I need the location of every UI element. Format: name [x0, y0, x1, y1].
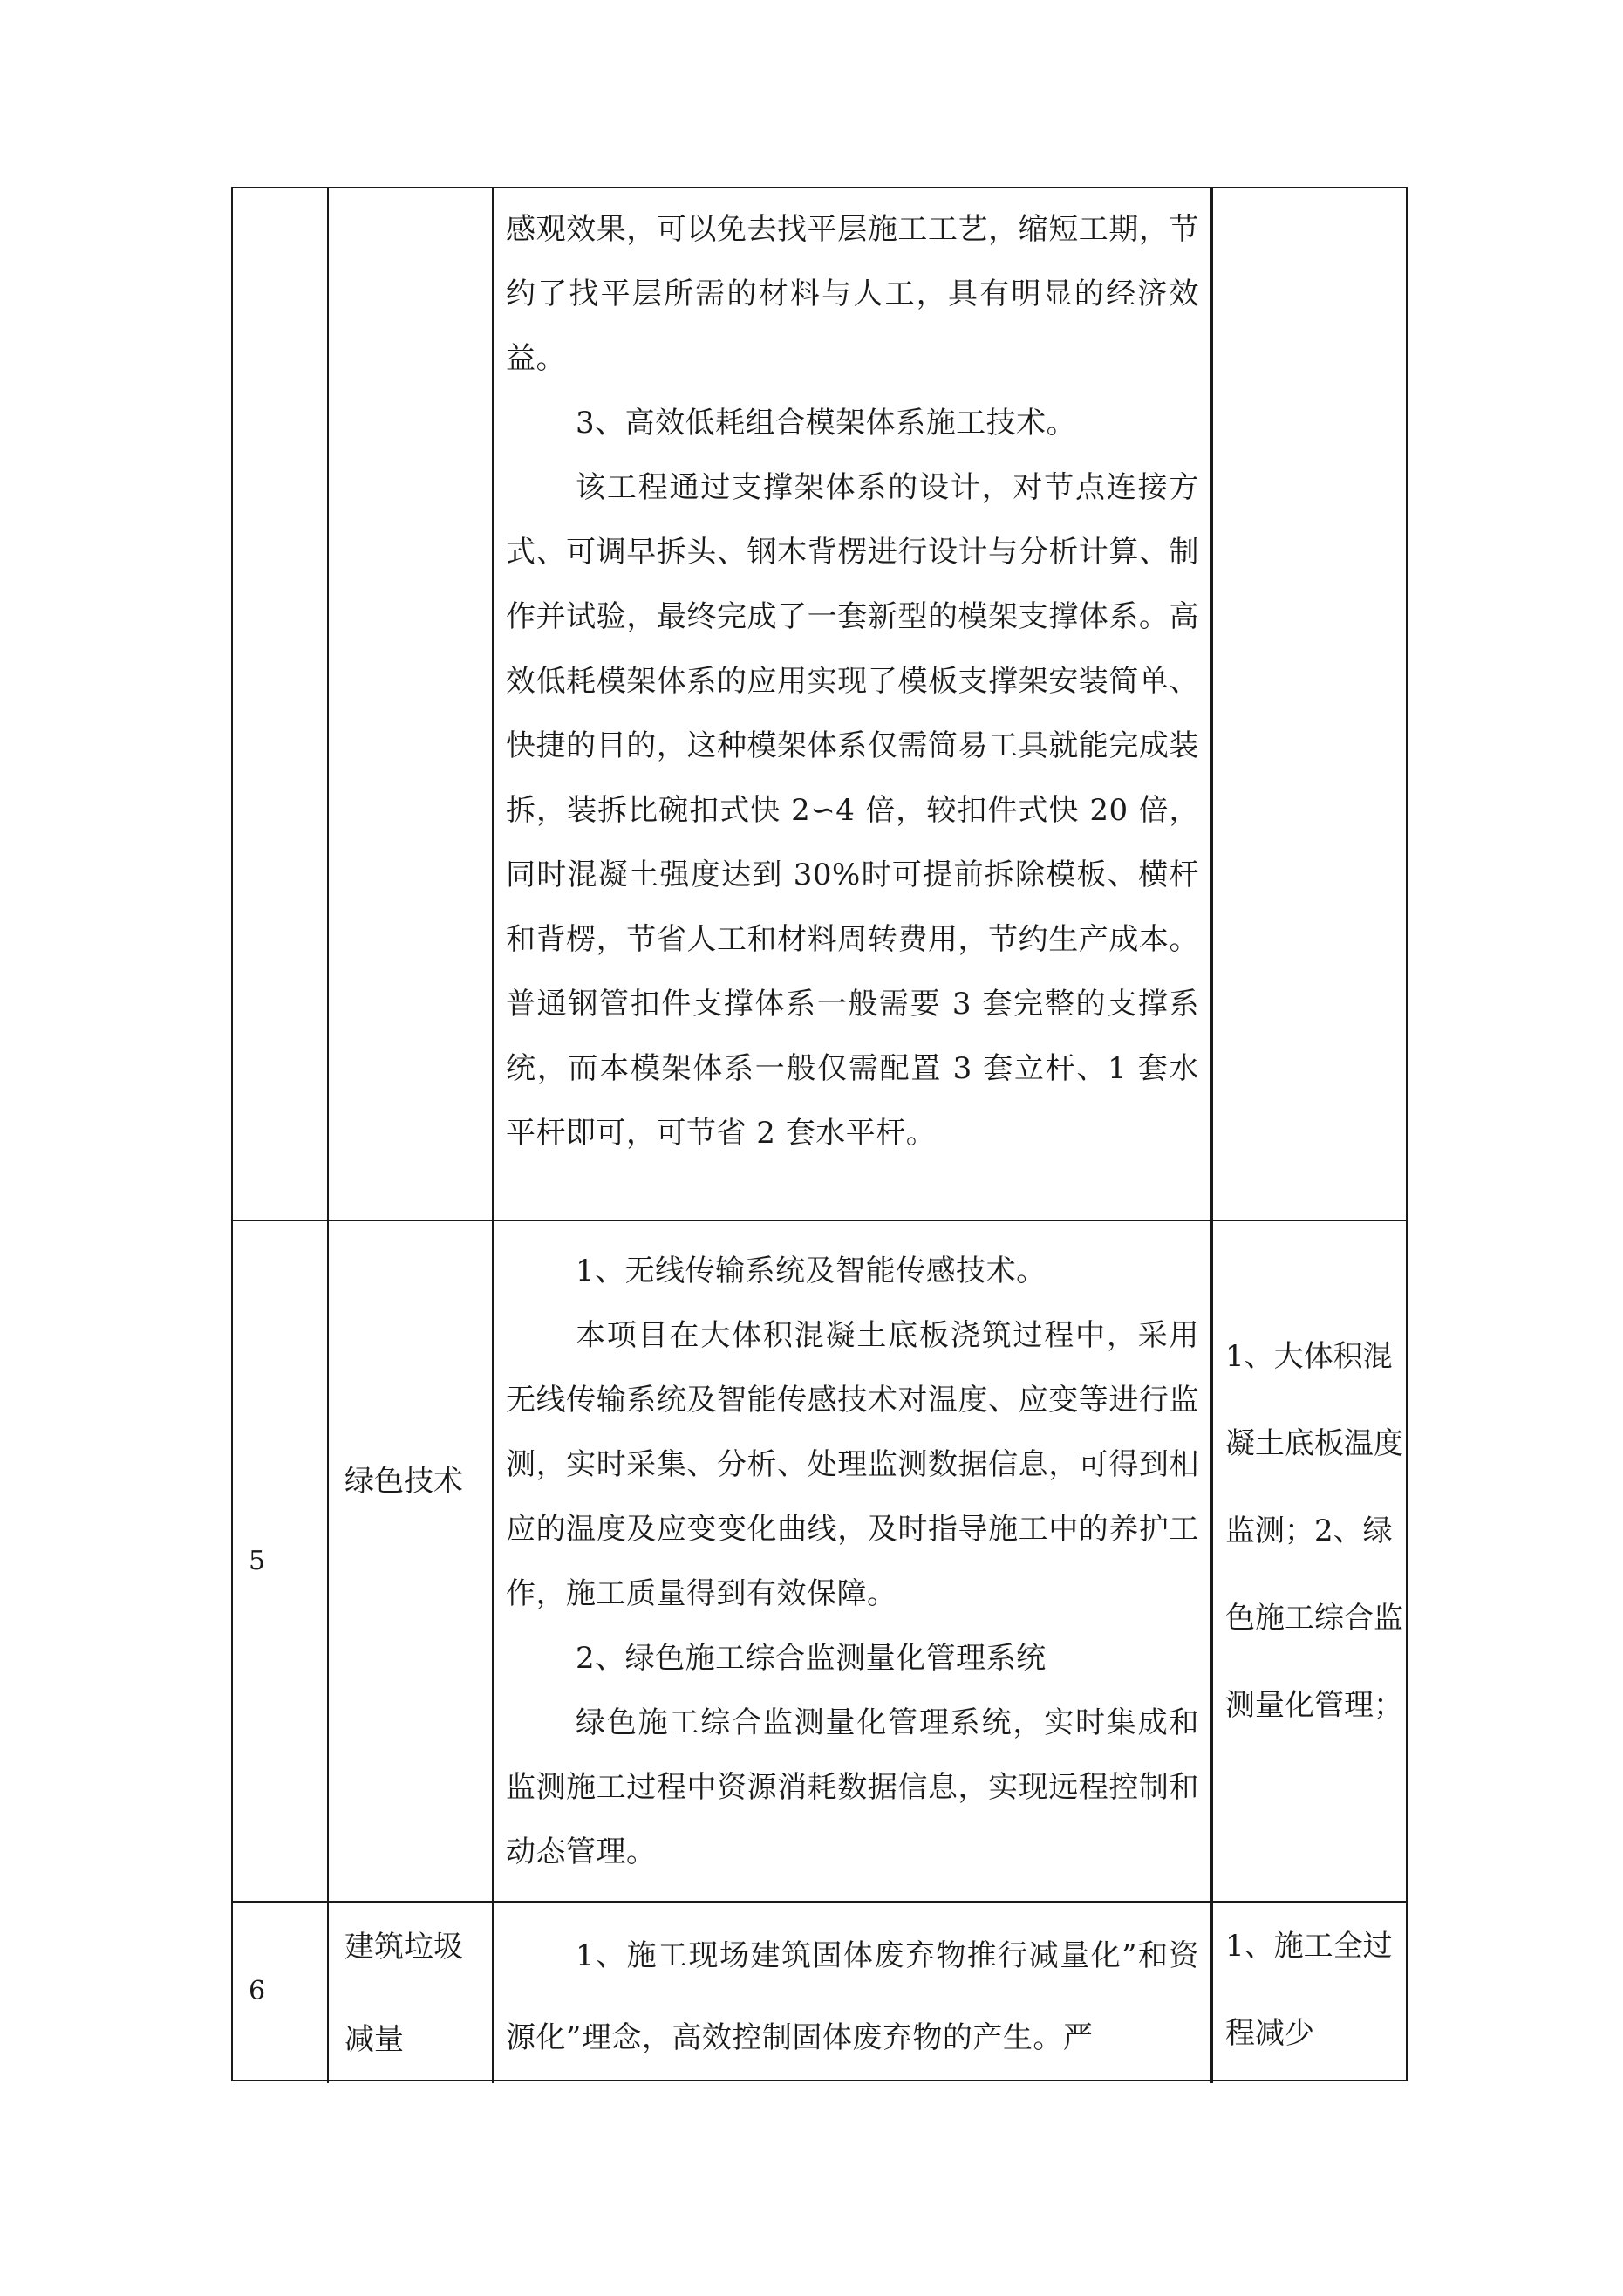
category-label: 绿色技术 — [344, 1464, 463, 1499]
content-paragraph: 1、无线传输系统及智能传感技术。 — [576, 1254, 1047, 1288]
table-row — [233, 188, 1406, 1221]
category-cell — [329, 188, 494, 1220]
content-paragraph: 1、施工现场建筑固体废弃物推行减量化”和资源化”理念，高效控制固体废弃物的产生。严 — [506, 1938, 1199, 2055]
table-row — [233, 1221, 1406, 1903]
number-cell — [233, 1221, 329, 1901]
content-paragraph: 2、绿色施工综合监测量化管理系统 — [576, 1641, 1047, 1676]
table-row — [233, 1903, 1406, 2083]
category-cell — [329, 1221, 494, 1901]
content-paragraph: 感观效果，可以免去找平层施工工艺，缩短工期，节约了找平层所需的材料与人工，具有明显的经济效益。 — [506, 212, 1199, 376]
number-cell — [233, 188, 329, 1220]
content-cell — [494, 188, 1213, 1220]
summary-text: 1、施工全过程减少 — [1225, 1929, 1393, 2051]
category-cell — [329, 1903, 494, 2083]
content-paragraph: 绿色施工综合监测量化管理系统，实时集成和监测施工过程中资源消耗数据信息，实现远程控制和动态管理。 — [506, 1705, 1199, 1869]
summary-cell — [1213, 1221, 1408, 1901]
content-cell — [494, 1221, 1213, 1901]
content-table — [231, 187, 1408, 2081]
content-cell — [494, 1903, 1213, 2083]
row-number: 5 — [249, 1546, 266, 1576]
content-paragraph: 本项目在大体积混凝土底板浇筑过程中，采用无线传输系统及智能传感技术对温度、应变等进行监测，实时采集、分析、处理监测数据信息，可得到相应的温度及应变变化曲线，及时指导施工中的养护工作，施工质量得到有效保障。 — [506, 1318, 1199, 1611]
content-paragraph: 该工程通过支撑架体系的设计，对节点连接方式、可调早拆头、钢木背楞进行设计与分析计算、制作并试验，最终完成了一套新型的模架支撑体系。高效低耗模架体系的应用实现了模板支撑架安装简单、快捷的目的，这种模架体系仅需简易工具就能完成装拆，装拆比碗扣式快 2∽4 倍，较扣件式快 20 倍，同时混凝土强度达到 30%时可提前拆除模板、横杆和背楞，节省人工和材料周转费用，节约生产成本。普通钢管扣件支撑体系一般需要 3 套完整的支撑系统，而本模架体系一般仅需配置 3 套立杆、1 套水平杆即可，可节省 2 套水平杆。 — [506, 470, 1199, 1151]
row-number: 6 — [249, 1976, 266, 2006]
summary-cell — [1213, 188, 1408, 1220]
summary-cell — [1213, 1903, 1408, 2083]
number-cell — [233, 1903, 329, 2083]
content-paragraph: 3、高效低耗组合模架体系施工技术。 — [576, 406, 1077, 441]
category-label: 建筑垃圾减量 — [344, 1930, 463, 2057]
summary-text: 1、大体积混凝土底板温度监测；2、绿色施工综合监测量化管理； — [1225, 1339, 1403, 1723]
